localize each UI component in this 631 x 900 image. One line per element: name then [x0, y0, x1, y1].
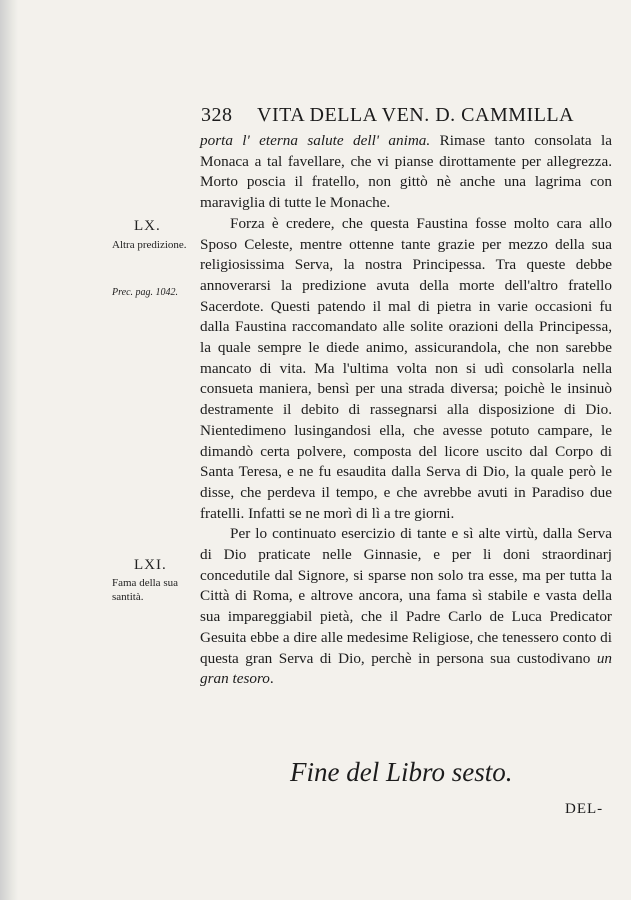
page-number: 328: [201, 104, 233, 126]
paragraph-3: [200, 524, 612, 690]
section-numeral-lx: LX.: [134, 218, 161, 234]
section-numeral-lxi: LXI.: [134, 557, 167, 573]
margin-cross-reference: Prec. pag. 1042.: [112, 287, 179, 298]
body-text: [200, 131, 612, 690]
margin-note-text-line2: santità.: [112, 591, 144, 603]
book-end-heading: Fine del Libro sesto.: [290, 757, 513, 787]
italic-phrase: porta l' eterna salute dell' anima.: [200, 132, 431, 149]
page-binding-shadow: [0, 0, 18, 900]
running-title: VITA DELLA VEN. D. CAMMILLA: [257, 104, 575, 126]
catchword: DEL-: [565, 801, 604, 817]
italic-phrase-tesoro: un gran tesoro: [200, 649, 612, 688]
margin-note-lxi: [112, 557, 178, 603]
margin-note-lx: [112, 218, 187, 251]
paragraph-3-end: .: [269, 670, 274, 688]
paragraph-1-text: Rimase tanto consolata la Monaca a tal favellare, che vi pianse dirottamente per allegrezza. Morto poscia il fratello, non gittò nè anche una lagrima con maraviglia di tutte le Monache.: [200, 132, 612, 212]
paragraph-2: Forza è credere, che questa Faustina fosse molto cara allo Sposo Celeste, mentre ottenne tante grazie per mezzo della sua religiosissima Serva, la nostra Principessa. Tra queste debbe annoverarsi la predizione avuta della morte dell'altro fratello Sacerdote. Questi patendo il mal di pietra in varie occasioni fu dalla Faustina raccomandato alle solite orazioni della Principessa, la quale sempre le diede animo, assicurandola, che non sarebbe mancato di vita. Ma l'ultima volta non si udì consolarla nella consueta maniera, bensì per una strada diversa; poichè le insinuò destramente il debito di rassegnarsi alla disposizione di Dio. Nientedimeno lusingandosi ella, che avesse potuto campare, le dimandò certa polvere, composta del licore uscito dal Corpo di Santa Teresa, e ne fu esaudita dalla Serva di Dio, la quale però le disse, che perdeva il tempo, e che avrebbe avuti in Paradiso due fratelli. Infatti se ne morì di lì a tre giorni.: [200, 214, 612, 522]
margin-note-text-line1: Fama della sua: [112, 577, 178, 589]
running-header: [201, 104, 611, 126]
paragraph-1: [200, 131, 612, 214]
margin-note-text: Altra predizione.: [112, 239, 187, 251]
paragraph-3-text: Per lo continuato esercizio di tante e sì alte virtù, dalla Serva di Dio praticate nelle Ginnasie, e per li doni straordinarj concedutile dal Signore, si sparse non solo tra esse, ma per tutta la Città di Roma, e altrove ancora, una fama sì stabile e vasta della sua impareggiabil pietà, che il Padre Carlo de Luca Predicator Gesuita ebbe a dire alle medesime Religiose, che tenessero conto di questa gran Serva di Dio, perchè in persona sua custodivano: [200, 525, 612, 667]
